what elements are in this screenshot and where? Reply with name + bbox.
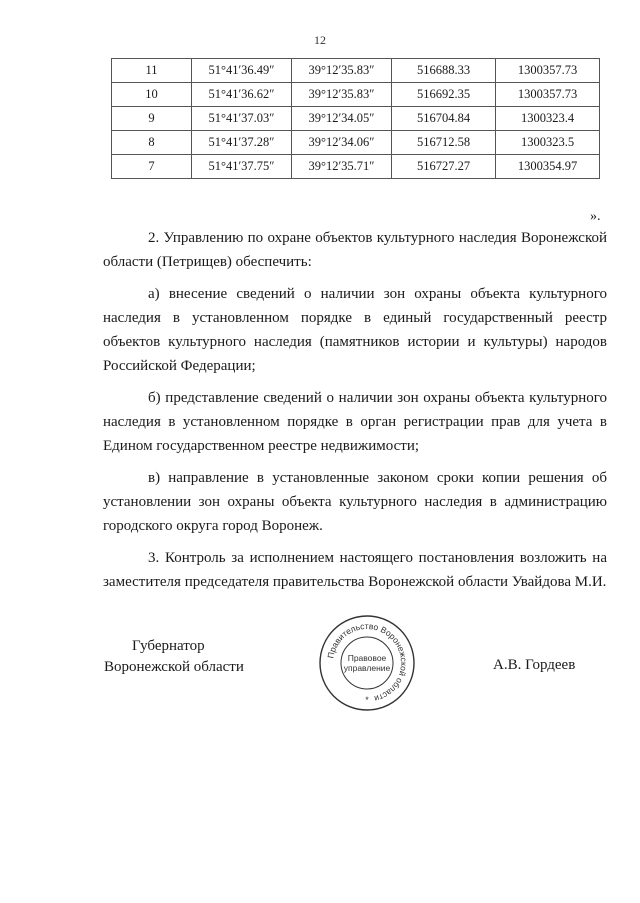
- table-row: [112, 83, 600, 107]
- table-cell: 39°12′35.71″: [292, 155, 392, 179]
- table-row: [112, 59, 600, 83]
- signatory-position: [104, 636, 244, 678]
- table-cell: 1300357.73: [496, 59, 600, 83]
- table-cell: 51°41′37.03″: [192, 107, 292, 131]
- table-cell: 1300354.97: [496, 155, 600, 179]
- table-cell: 39°12′35.83″: [292, 83, 392, 107]
- table-cell: 51°41′36.62″: [192, 83, 292, 107]
- table-cell: 10: [112, 83, 192, 107]
- table-cell: 516712.58: [392, 131, 496, 155]
- paragraph-2c: в) направление в установленные законом сроки копии решения об установлении зон охраны объекта культурного наследия в администрацию городского округа город Воронеж.: [103, 469, 607, 535]
- closing-quote: ».: [590, 209, 601, 224]
- official-stamp: [317, 613, 417, 713]
- position-line-2: Воронежской области: [104, 659, 244, 675]
- stamp-ring-text: Правительство Воронежской области: [325, 620, 410, 705]
- table-cell: 51°41′37.75″: [192, 155, 292, 179]
- table-cell: 1300323.5: [496, 131, 600, 155]
- paragraph-2: 2. Управлению по охране объектов культурного наследия Воронежской области (Петрищев) обеспечить:: [103, 230, 607, 271]
- table-cell: 9: [112, 107, 192, 131]
- table-cell: 516727.27: [392, 155, 496, 179]
- table-cell: 516692.35: [392, 83, 496, 107]
- table-cell: 39°12′34.05″: [292, 107, 392, 131]
- paragraph-3: 3. Контроль за исполнением настоящего постановления возложить на заместителя председателя правительства Воронежской области Увайдова М.И.: [103, 549, 607, 590]
- table-cell: 516688.33: [392, 59, 496, 83]
- table-cell: 1300323.4: [496, 107, 600, 131]
- stamp-center-line-2: управление: [343, 663, 391, 673]
- table-cell: 8: [112, 131, 192, 155]
- page-number: 12: [314, 33, 326, 47]
- table-cell: 11: [112, 59, 192, 83]
- table-cell: 51°41′37.28″: [192, 131, 292, 155]
- table-cell: 1300357.73: [496, 83, 600, 107]
- table-cell: 516704.84: [392, 107, 496, 131]
- table-cell: 39°12′35.83″: [292, 59, 392, 83]
- signatory-name: А.В. Гордеев: [493, 657, 576, 673]
- table-cell: 51°41′36.49″: [192, 59, 292, 83]
- stamp-center-line-1: Правовое: [347, 653, 387, 663]
- table-row: [112, 155, 600, 179]
- table-row: [112, 107, 600, 131]
- paragraph-2b: б) представление сведений о наличии зон охраны объекта культурного наследия в установленном порядке в орган регистрации прав для учета в Едином государственном реестре недвижимости;: [103, 389, 607, 455]
- paragraph-2a: а) внесение сведений о наличии зон охраны объекта культурного наследия в установленном порядке в единый государственный реестр объектов культурного наследия (памятников истории и культуры) народов Российской Федерации;: [103, 285, 607, 375]
- table-cell: 7: [112, 155, 192, 179]
- position-line-1: Губернатор: [132, 638, 205, 654]
- stamp-star: *: [365, 695, 369, 705]
- coordinates-table: [111, 58, 600, 179]
- table-row: [112, 131, 600, 155]
- table-cell: 39°12′34.06″: [292, 131, 392, 155]
- document-body: [103, 226, 607, 601]
